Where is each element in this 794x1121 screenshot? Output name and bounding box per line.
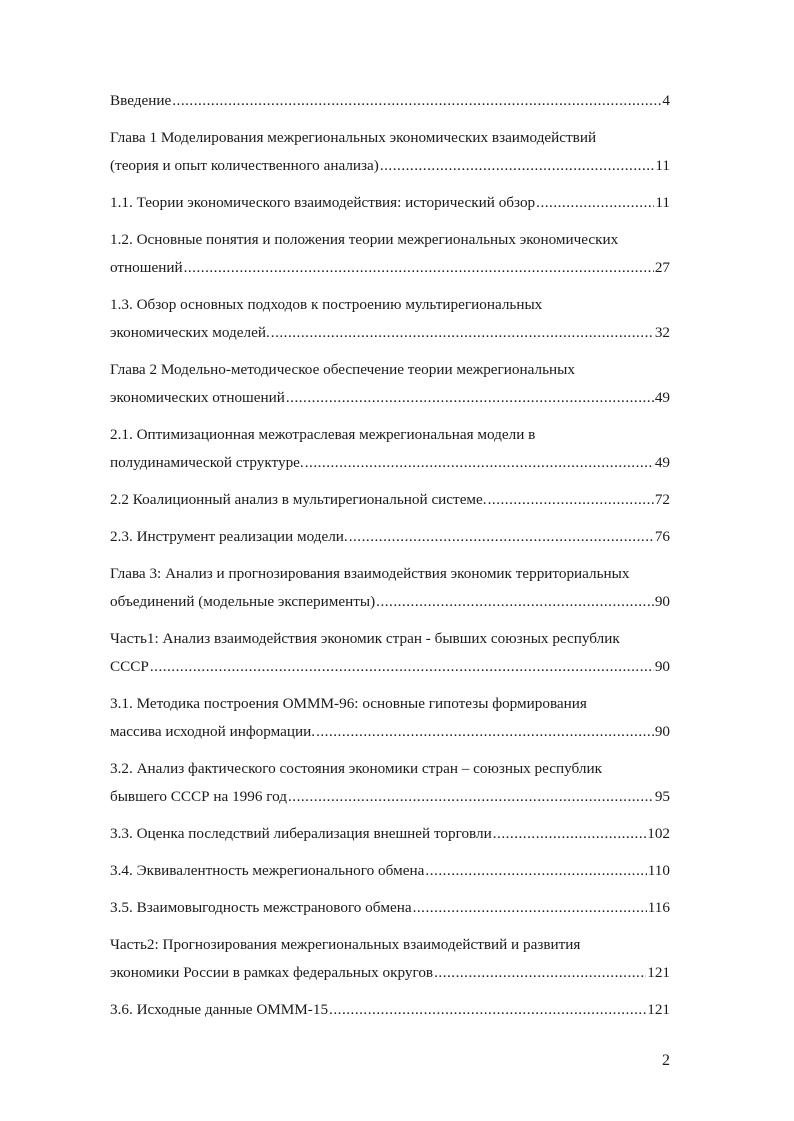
dot-leader	[380, 152, 655, 180]
toc-entry	[110, 857, 670, 885]
dot-leader	[286, 384, 654, 412]
toc-entry-title: 3.6. Исходные данные ОМММ-15	[110, 1001, 329, 1018]
toc-entry-title-line: Глава 1 Моделирования межрегиональных экономических взаимодействий	[110, 129, 597, 146]
toc-entry-title: Введение	[110, 92, 172, 109]
toc-entry-leader-line	[110, 894, 670, 922]
dot-leader	[376, 588, 654, 616]
toc-entry-page: 90	[654, 593, 670, 610]
toc-entry-title: бывшего СССР на 1996 год	[110, 788, 287, 805]
toc-entry-title: экономических моделей.	[110, 324, 270, 341]
toc-entry-title: массива исходной информации.	[110, 723, 316, 740]
toc-entry-leader-line	[110, 996, 670, 1024]
dot-leader	[305, 449, 654, 477]
dot-leader	[413, 894, 647, 922]
toc-entry-title-line: Часть1: Анализ взаимодействия экономик стран - бывших союзных республик	[110, 630, 620, 647]
toc-entry	[110, 523, 670, 551]
toc-entry-title: 3.3. Оценка последствий либерализация внешней торговли	[110, 825, 492, 842]
toc-entry-page: 32	[654, 324, 670, 341]
toc-entry-title-line: Глава 2 Модельно-методическое обеспечение теории межрегиональных	[110, 361, 575, 378]
toc-entry-page: 121	[647, 964, 670, 981]
toc-entry	[110, 124, 670, 180]
toc-entry-title-line: 1.3. Обзор основных подходов к построению мультирегиональных	[110, 296, 543, 313]
toc-entry-leader-line	[110, 783, 670, 811]
toc-entry-page: 90	[654, 658, 670, 675]
toc-entry-leader-line	[110, 319, 670, 347]
toc-entry-leader-line	[110, 189, 670, 217]
toc-entry-title-line: 3.2. Анализ фактического состояния экономики стран – союзных республик	[110, 760, 602, 777]
toc-entry-title-line: Часть2: Прогнозирования межрегиональных взаимодействий и развития	[110, 936, 581, 953]
toc-entry	[110, 894, 670, 922]
toc-entry-leader-line	[110, 486, 670, 514]
toc-entry-leader-line	[110, 588, 670, 616]
toc-entry-page: 95	[654, 788, 670, 805]
toc-entry	[110, 820, 670, 848]
toc-entry	[110, 486, 670, 514]
toc-entry-page: 11	[655, 194, 670, 211]
toc-entry-title: 1.1. Теории экономического взаимодействия: исторический обзор	[110, 194, 536, 211]
toc-entry	[110, 189, 670, 217]
toc-entry-leader-line	[110, 820, 670, 848]
toc-entry-page: 72	[654, 491, 670, 508]
toc-entry-page: 49	[654, 389, 670, 406]
toc-entry	[110, 356, 670, 412]
dot-leader	[349, 523, 654, 551]
toc-entry-leader-line	[110, 857, 670, 885]
toc-entry-page: 116	[647, 899, 670, 916]
dot-leader	[150, 653, 654, 681]
toc-entry-title: экономических отношений	[110, 389, 285, 406]
toc-entry-title-line: 3.1. Методика построения ОМММ-96: основные гипотезы формирования	[110, 695, 587, 712]
toc-entry-page: 27	[654, 259, 670, 276]
toc-entry-page: 11	[655, 157, 670, 174]
toc-entry-page: 121	[647, 1001, 670, 1018]
toc-entry-page: 49	[654, 454, 670, 471]
toc-entry-page: 76	[654, 528, 670, 545]
dot-leader	[184, 254, 654, 282]
dot-leader	[536, 189, 654, 217]
toc-entry-title: отношений	[110, 259, 183, 276]
toc-entry-title: 2.2 Коалиционный анализ в мультирегиональной системе.	[110, 491, 487, 508]
toc-entry-title-line: Глава 3: Анализ и прогнозирования взаимодействия экономик территориальных	[110, 565, 630, 582]
dot-leader	[288, 783, 654, 811]
toc-entry-title: полудинамической структуре.	[110, 454, 304, 471]
toc-entry-page: 110	[647, 862, 670, 879]
toc-entry-title-line: 1.2. Основные понятия и положения теории межрегиональных экономических	[110, 231, 619, 248]
toc-entry	[110, 625, 670, 681]
toc-entry	[110, 87, 670, 115]
table-of-contents	[110, 87, 670, 1033]
toc-entry-leader-line	[110, 152, 670, 180]
toc-entry-page: 90	[654, 723, 670, 740]
toc-entry-title: (теория и опыт количественного анализа)	[110, 157, 379, 174]
toc-entry-title: экономики России в рамках федеральных округов	[110, 964, 434, 981]
toc-entry	[110, 421, 670, 477]
page-number: 2	[662, 1052, 670, 1069]
toc-entry	[110, 755, 670, 811]
dot-leader	[425, 857, 646, 885]
dot-leader	[488, 486, 654, 514]
dot-leader	[172, 87, 661, 115]
dot-leader	[493, 820, 647, 848]
toc-entry-title: 3.5. Взаимовыгодность межстранового обмена	[110, 899, 412, 916]
dot-leader	[329, 996, 646, 1024]
dot-leader	[316, 718, 654, 746]
toc-entry	[110, 690, 670, 746]
toc-entry	[110, 996, 670, 1024]
toc-entry-leader-line	[110, 653, 670, 681]
toc-entry-leader-line	[110, 254, 670, 282]
toc-entry-leader-line	[110, 718, 670, 746]
toc-entry-title: 3.4. Эквивалентность межрегионального обмена	[110, 862, 425, 879]
dot-leader	[271, 319, 654, 347]
toc-entry-leader-line	[110, 87, 670, 115]
toc-entry	[110, 291, 670, 347]
toc-entry-leader-line	[110, 523, 670, 551]
toc-entry	[110, 560, 670, 616]
toc-entry-title-line: 2.1. Оптимизационная межотраслевая межрегиональная модели в	[110, 426, 536, 443]
toc-entry-page: 102	[647, 825, 670, 842]
toc-entry-leader-line	[110, 959, 670, 987]
toc-entry-title: объединений (модельные эксперименты)	[110, 593, 376, 610]
toc-entry	[110, 226, 670, 282]
dot-leader	[434, 959, 646, 987]
toc-entry-leader-line	[110, 384, 670, 412]
toc-entry-title: 2.3. Инструмент реализации модели.	[110, 528, 348, 545]
toc-entry	[110, 931, 670, 987]
toc-entry-title: СССР	[110, 658, 149, 675]
toc-entry-page: 4	[662, 92, 670, 109]
toc-entry-leader-line	[110, 449, 670, 477]
